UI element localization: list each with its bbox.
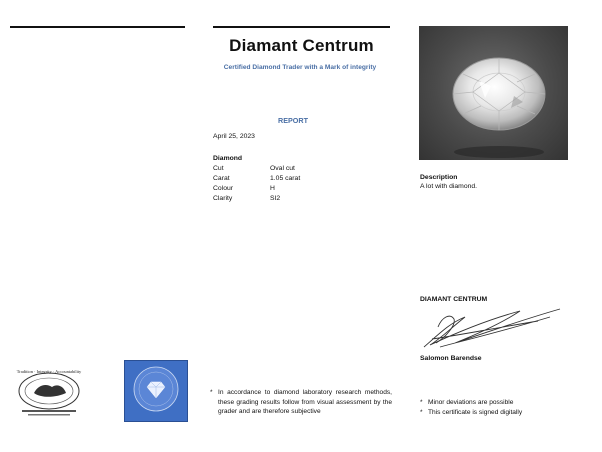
property-row-carat xyxy=(213,175,393,185)
description-title: Description xyxy=(420,174,458,181)
seal-text: Tradition · Integrity · Accountability xyxy=(16,369,82,374)
property-label: Clarity xyxy=(213,195,233,202)
property-row-colour xyxy=(213,185,393,195)
diamond-badge-icon xyxy=(125,361,187,421)
note-text: This certificate is signed digitally xyxy=(428,409,523,416)
note-minor-deviations: * Minor deviations are possible xyxy=(420,399,514,406)
seal-logo xyxy=(12,365,87,420)
property-row-cut xyxy=(213,165,393,175)
signer-name: Salomon Barendse xyxy=(420,355,482,362)
grading-footnote: * In accordance to diamond laboratory research methods, these grading results follow from visual assessment by the grader and are therefore subjective xyxy=(210,389,392,416)
property-value: Oval cut xyxy=(270,165,295,172)
company-title: Diamant Centrum xyxy=(229,36,374,55)
property-row-clarity xyxy=(213,195,393,205)
diamond-photo xyxy=(419,26,568,160)
note-text: Minor deviations are possible xyxy=(428,399,514,406)
signature-scribble xyxy=(420,303,565,353)
report-date: April 25, 2023 xyxy=(213,133,255,140)
diamond-section-title: Diamond xyxy=(213,155,243,162)
company-tagline: Certified Diamond Trader with a Mark of integrity xyxy=(223,64,377,71)
property-label: Carat xyxy=(213,175,230,182)
property-value: 1.05 carat xyxy=(270,175,301,182)
note-signed-digitally: * This certificate is signed digitally xyxy=(420,409,523,416)
signature-company: DIAMANT CENTRUM xyxy=(420,296,488,303)
property-label: Colour xyxy=(213,185,234,192)
grading-footnote-text: In accordance to diamond laboratory research methods, these grading results follow from visual assessment by the grader and are therefore subjective xyxy=(218,389,392,416)
property-label: Cut xyxy=(213,165,224,172)
report-heading: REPORT xyxy=(278,116,308,125)
description-text: A lot with diamond. xyxy=(420,183,478,190)
oval-diamond-image xyxy=(419,26,568,160)
top-center-rule xyxy=(213,26,390,28)
property-value: H xyxy=(270,185,275,192)
top-left-rule xyxy=(10,26,185,28)
property-value: SI2 xyxy=(270,195,281,202)
certification-badge xyxy=(124,360,188,422)
